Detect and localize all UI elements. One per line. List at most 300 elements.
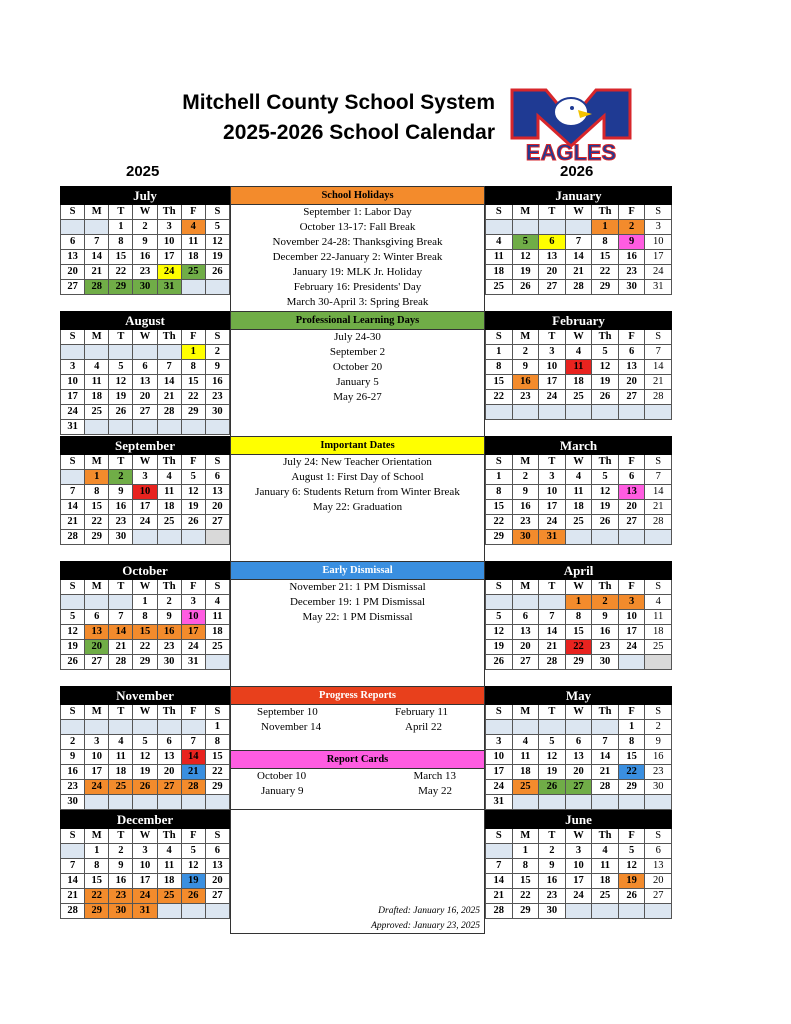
day-cell: 26 [592,390,619,405]
day-cell: 24 [181,640,205,655]
weekday-label: S [645,580,672,595]
day-cell [85,420,109,435]
day-cell [645,405,672,420]
day-cell: 2 [592,595,619,610]
weekday-label: S [61,829,85,844]
day-cell: 21 [539,640,566,655]
day-cell [486,220,513,235]
weekday-label: M [85,580,109,595]
month-name: March [486,437,672,455]
day-cell: 12 [539,750,566,765]
day-cell: 26 [61,655,85,670]
day-cell: 29 [486,530,513,545]
weekday-label: T [539,580,566,595]
day-cell [618,904,645,919]
day-cell: 25 [645,640,672,655]
info-list-item: October 20 [332,361,383,373]
report-card-date: October 10 [257,770,307,782]
weekday-label: M [512,705,539,720]
weekday-label: S [645,705,672,720]
day-cell: 5 [133,735,157,750]
calendar-may [485,686,672,810]
day-cell: 7 [61,859,85,874]
day-cell [181,904,205,919]
day-cell: 7 [61,485,85,500]
day-cell: 2 [512,345,539,360]
day-cell: 2 [645,720,672,735]
day-cell [85,220,109,235]
day-cell: 1 [133,595,157,610]
report-card-date: May 22 [418,785,452,797]
day-cell: 19 [205,250,229,265]
day-cell: 1 [618,720,645,735]
progress-reports-row [231,720,484,735]
report-card-date: March 13 [413,770,456,782]
weekday-label: Th [157,455,181,470]
day-cell [61,220,85,235]
day-cell: 25 [565,515,592,530]
day-cell: 24 [539,390,566,405]
day-cell: 3 [539,470,566,485]
day-cell: 29 [181,405,205,420]
day-cell: 30 [133,280,157,295]
day-cell: 23 [618,265,645,280]
day-cell: 7 [592,735,619,750]
month-name: November [61,687,230,705]
day-cell: 8 [109,235,133,250]
day-cell: 8 [618,735,645,750]
weekday-label: F [181,205,205,220]
day-cell: 12 [592,485,619,500]
day-cell: 15 [512,874,539,889]
day-cell: 30 [618,280,645,295]
day-cell [109,795,133,810]
day-cell [565,530,592,545]
info-list-item: January 6: Students Return from Winter Break [255,486,460,498]
day-cell: 19 [486,640,513,655]
day-cell: 11 [109,750,133,765]
day-cell: 23 [645,765,672,780]
day-cell: 1 [565,595,592,610]
progress-reports-header: Progress Reports [231,687,484,705]
day-cell: 10 [85,750,109,765]
footer-notes [231,809,484,934]
info-list-item: January 5 [336,376,379,388]
day-cell: 13 [645,859,672,874]
day-cell [61,595,85,610]
day-cell [61,720,85,735]
day-cell: 10 [618,610,645,625]
weekday-label: S [61,330,85,345]
day-cell: 18 [157,500,181,515]
day-cell: 19 [512,265,539,280]
day-cell: 12 [486,625,513,640]
day-cell [645,904,672,919]
weekday-label: M [85,705,109,720]
progress-report-date: February 11 [394,706,448,718]
day-cell: 25 [157,889,181,904]
day-cell [512,405,539,420]
day-cell: 23 [512,390,539,405]
day-cell: 28 [592,780,619,795]
weekday-label: Th [157,330,181,345]
day-cell: 19 [61,640,85,655]
day-cell: 26 [512,280,539,295]
day-cell: 30 [205,405,229,420]
month-name: June [486,811,672,829]
day-cell: 27 [133,405,157,420]
day-cell: 17 [486,765,513,780]
weekday-label: F [181,705,205,720]
day-cell: 14 [85,250,109,265]
day-cell [157,720,181,735]
day-cell: 18 [565,500,592,515]
day-cell: 10 [486,750,513,765]
day-cell: 20 [645,874,672,889]
day-cell: 3 [133,470,157,485]
day-cell: 1 [205,720,229,735]
day-cell: 20 [512,640,539,655]
day-cell: 15 [109,250,133,265]
day-cell: 4 [512,735,539,750]
day-cell: 20 [133,390,157,405]
day-cell: 12 [592,360,619,375]
weekday-label: S [61,580,85,595]
day-cell: 29 [205,780,229,795]
day-cell: 27 [539,280,566,295]
day-cell: 14 [539,625,566,640]
day-cell: 17 [133,500,157,515]
day-cell: 27 [157,780,181,795]
day-cell: 3 [565,844,592,859]
day-cell [565,720,592,735]
day-cell: 22 [181,390,205,405]
weekday-label: Th [592,705,619,720]
important-dates-section [231,436,484,515]
day-cell: 27 [618,515,645,530]
day-cell: 20 [85,640,109,655]
day-cell: 16 [157,625,181,640]
year-2025-label: 2025 [126,163,160,180]
day-cell: 22 [85,515,109,530]
day-cell [157,530,181,545]
day-cell: 5 [512,235,539,250]
day-cell [565,795,592,810]
day-cell: 2 [133,220,157,235]
day-cell: 7 [181,735,205,750]
day-cell: 24 [645,265,672,280]
day-cell: 21 [565,265,592,280]
day-cell: 9 [109,859,133,874]
month-name: April [486,562,672,580]
info-list-item: September 2 [329,346,386,358]
day-cell: 15 [565,625,592,640]
day-cell: 11 [592,859,619,874]
day-cell: 20 [618,375,645,390]
weekday-label: F [618,455,645,470]
progress-reports-section [231,686,484,735]
day-cell: 29 [109,280,133,295]
info-list-item: May 26-27 [333,391,382,403]
day-cell: 22 [486,515,513,530]
day-cell: 25 [512,780,539,795]
info-list-item: October 13-17: Fall Break [299,221,416,233]
day-cell: 21 [157,390,181,405]
day-cell [181,280,205,295]
day-cell: 11 [565,485,592,500]
day-cell: 17 [85,765,109,780]
weekday-label: Th [592,205,619,220]
weekday-label: M [85,829,109,844]
month-name: May [486,687,672,705]
info-list-item: November 21: 1 PM Dismissal [289,581,426,593]
day-cell: 4 [157,844,181,859]
day-cell: 15 [486,500,513,515]
day-cell: 17 [645,250,672,265]
day-cell: 4 [645,595,672,610]
day-cell [512,220,539,235]
day-cell: 16 [512,500,539,515]
day-cell: 30 [645,780,672,795]
day-cell: 1 [592,220,619,235]
drafted-date: Drafted: January 16, 2025 [378,906,480,916]
day-cell: 25 [109,780,133,795]
day-cell: 21 [645,500,672,515]
day-cell: 13 [512,625,539,640]
day-cell [109,345,133,360]
day-cell: 20 [205,500,229,515]
day-cell [618,655,645,670]
day-cell: 16 [205,375,229,390]
day-cell: 2 [157,595,181,610]
day-cell [486,405,513,420]
school-holidays-list [231,205,484,310]
progress-report-date: September 10 [257,706,318,718]
day-cell: 18 [486,265,513,280]
day-cell [565,904,592,919]
day-cell: 5 [181,470,205,485]
day-cell [645,795,672,810]
day-cell [133,720,157,735]
day-cell: 6 [85,610,109,625]
day-cell: 1 [85,470,109,485]
day-cell: 6 [645,844,672,859]
day-cell: 30 [109,530,133,545]
day-cell: 30 [512,530,539,545]
day-cell [205,795,229,810]
day-cell: 7 [157,360,181,375]
day-cell: 22 [565,640,592,655]
day-cell [512,795,539,810]
report-cards-section [231,750,484,799]
day-cell: 24 [133,889,157,904]
day-cell: 17 [181,625,205,640]
day-cell: 22 [486,390,513,405]
day-cell [205,530,229,545]
day-cell [109,595,133,610]
day-cell: 16 [539,874,566,889]
professional-learning-header: Professional Learning Days [231,312,484,330]
weekday-label: T [539,829,566,844]
day-cell: 16 [618,250,645,265]
day-cell: 31 [61,420,85,435]
calendar-august [60,311,230,435]
day-cell: 2 [109,470,133,485]
day-cell: 12 [205,235,229,250]
weekday-label: Th [592,455,619,470]
weekday-label: W [565,455,592,470]
weekday-label: F [181,829,205,844]
day-cell [592,530,619,545]
day-cell [645,655,672,670]
day-cell: 9 [205,360,229,375]
weekday-label: Th [157,205,181,220]
day-cell: 3 [645,220,672,235]
day-cell: 10 [157,235,181,250]
day-cell: 21 [61,515,85,530]
weekday-label: F [181,455,205,470]
day-cell: 31 [645,280,672,295]
day-cell: 10 [133,485,157,500]
weekday-label: M [512,580,539,595]
day-cell: 6 [618,345,645,360]
weekday-label: F [618,705,645,720]
weekday-label: S [61,205,85,220]
day-cell: 24 [618,640,645,655]
day-cell: 18 [181,250,205,265]
important-dates-list [231,455,484,515]
important-dates-header: Important Dates [231,437,484,455]
day-cell: 25 [157,515,181,530]
day-cell: 19 [181,874,205,889]
day-cell: 11 [157,859,181,874]
day-cell: 21 [181,765,205,780]
weekday-label: S [205,829,229,844]
day-cell: 6 [512,610,539,625]
day-cell: 28 [61,904,85,919]
day-cell [85,345,109,360]
weekday-label: F [618,330,645,345]
weekday-label: W [133,455,157,470]
day-cell: 16 [645,750,672,765]
day-cell: 30 [61,795,85,810]
day-cell: 23 [109,889,133,904]
day-cell: 4 [592,844,619,859]
day-cell: 29 [133,655,157,670]
day-cell: 22 [109,265,133,280]
day-cell: 18 [512,765,539,780]
day-cell: 28 [157,405,181,420]
day-cell: 19 [618,874,645,889]
day-cell: 24 [565,889,592,904]
day-cell: 19 [592,375,619,390]
info-list-item: August 1: First Day of School [291,471,424,483]
day-cell: 21 [486,889,513,904]
day-cell: 20 [539,265,566,280]
day-cell: 13 [61,250,85,265]
info-list-item: May 22: 1 PM Dismissal [302,611,413,623]
day-cell: 28 [61,530,85,545]
report-cards-header: Report Cards [231,751,484,769]
day-cell: 27 [512,655,539,670]
weekday-label: M [512,829,539,844]
school-holidays-section [231,187,484,310]
day-cell: 23 [61,780,85,795]
day-cell: 26 [109,405,133,420]
weekday-label: S [645,829,672,844]
day-cell: 18 [109,765,133,780]
day-cell: 24 [61,405,85,420]
day-cell: 13 [157,750,181,765]
day-cell: 8 [85,859,109,874]
weekday-label: S [205,455,229,470]
weekday-label: S [205,580,229,595]
day-cell: 4 [85,360,109,375]
day-cell [61,345,85,360]
day-cell [486,595,513,610]
day-cell: 28 [85,280,109,295]
day-cell: 9 [61,750,85,765]
weekday-label: S [61,455,85,470]
weekday-label: F [618,205,645,220]
weekday-label: S [486,205,513,220]
day-cell [539,720,566,735]
day-cell [133,530,157,545]
day-cell: 9 [592,610,619,625]
info-list-item: December 19: 1 PM Dismissal [289,596,426,608]
day-cell: 16 [109,500,133,515]
day-cell: 10 [645,235,672,250]
day-cell: 23 [205,390,229,405]
day-cell: 5 [181,844,205,859]
day-cell: 21 [109,640,133,655]
weekday-label: T [109,455,133,470]
day-cell: 23 [592,640,619,655]
day-cell: 31 [486,795,513,810]
calendar-december [60,810,230,919]
day-cell: 15 [85,500,109,515]
day-cell: 15 [181,375,205,390]
day-cell: 2 [512,470,539,485]
day-cell [157,420,181,435]
calendar-march [485,436,672,545]
day-cell: 6 [157,735,181,750]
day-cell: 27 [205,515,229,530]
day-cell: 13 [539,250,566,265]
day-cell: 11 [645,610,672,625]
day-cell: 29 [592,280,619,295]
day-cell: 7 [565,235,592,250]
day-cell [512,720,539,735]
report-card-date: January 9 [261,785,304,797]
day-cell: 28 [645,515,672,530]
day-cell [486,844,513,859]
day-cell: 18 [85,390,109,405]
weekday-label: W [133,205,157,220]
day-cell: 23 [133,265,157,280]
day-cell: 4 [205,595,229,610]
month-name: August [61,312,230,330]
day-cell [512,595,539,610]
day-cell: 12 [61,625,85,640]
day-cell: 17 [565,874,592,889]
weekday-label: S [205,705,229,720]
day-cell [181,795,205,810]
weekday-label: F [618,580,645,595]
weekday-label: W [133,330,157,345]
day-cell: 12 [618,859,645,874]
day-cell: 5 [592,345,619,360]
